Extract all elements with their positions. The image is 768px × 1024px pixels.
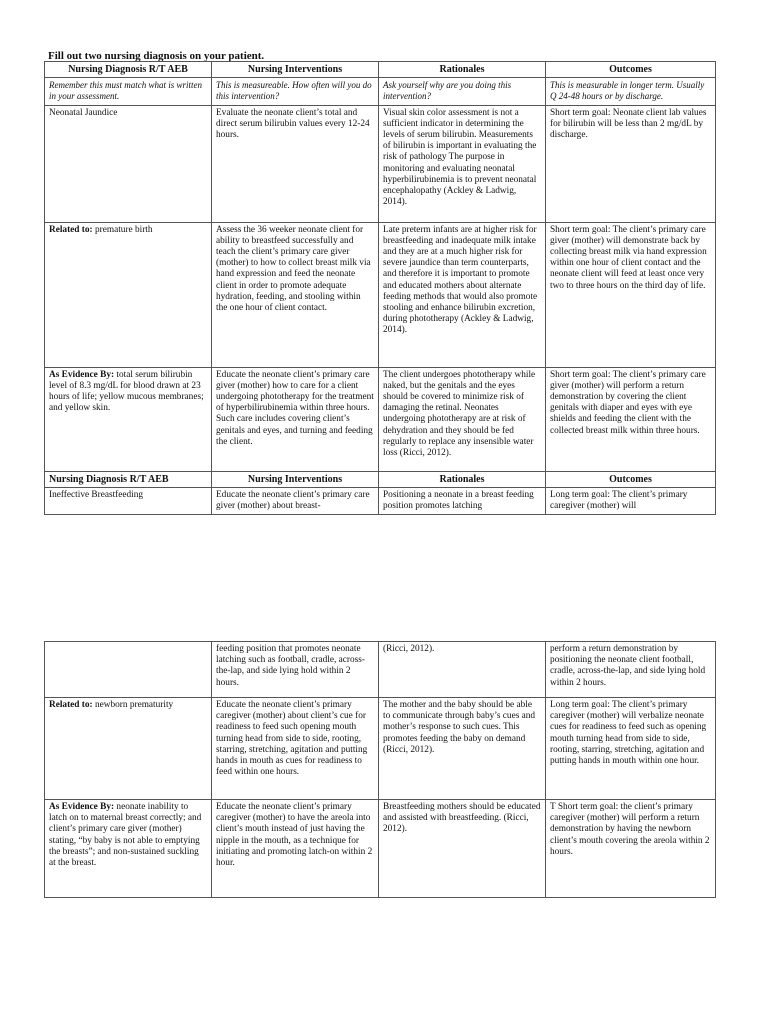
intervention-cell: Educate the neonate client’s primary caregiver (mother) about client’s cue for readiness to feed such opening mouth turning head from side to side, rooting, starring, stretching, agitation and putting hands in mouth as cues for readiness to feed within one hours. [212, 698, 379, 800]
header-rationales: Rationales [379, 62, 546, 78]
related-to-text: newborn prematurity [94, 700, 174, 710]
related-to-label: Related to: [49, 224, 93, 235]
intervention-cell: Educate the neonate client’s primary care giver (mother) how to care for a client undergoing phototherapy for the treatment of hyperbilirubinemia within three hours. Such care includes covering client’s genitals and eyes, and turning and feeding the client. [212, 367, 379, 471]
header-diagnosis: Nursing Diagnosis R/T AEB [45, 62, 212, 78]
header-row [45, 62, 716, 78]
diagnosis-cell: Neonatal Jaundice [45, 105, 212, 222]
table-row [45, 698, 716, 800]
table-row [45, 487, 716, 514]
intervention-cell: Assess the 36 weeker neonate client for ability to breastfeed successfully and teach the client’s primary care giver (mother) to how to collect breast milk via hand expression and feed the neonate client in order to promote adequate hydration, feeding, and stooling within the one hour of client contact. [212, 222, 379, 367]
rationale-cell: (Ricci, 2012). [379, 642, 546, 698]
header-row-2 [45, 471, 716, 487]
intervention-cell: Evaluate the neonate client’s total and direct serum bilirubin values every 12-24 hours. [212, 105, 379, 222]
rationale-cell: Visual skin color assessment is not a sufficient indicator in determining the levels of serum bilirubin. Measurements of bilirubin is important in evaluating the risk of pathology The purpose in monitoring and evaluating neonatal hyperbilirubinemia is to prevent neonatal encephalopathy (Ackley & Ladwig, 2014). [379, 105, 546, 222]
table-row [45, 642, 716, 698]
outcome-cell: Short term goal: The client’s primary care giver (mother) will perform a return demonstration by covering the client genitals with diaper and eyes with eye shields and feeding the client with the collected breast milk within three hours. [546, 367, 716, 471]
intervention-cell: Educate the neonate client’s primary care giver (mother) about breast- [212, 487, 379, 514]
intervention-cell: Educate the neonate client’s primary caregiver (mother) to have the areola into client’s mouth instead of just having the nipple in the mouth, as a technique for initiating and promoting latch-on within 2 hour. [212, 800, 379, 898]
guidance-rationales: Ask yourself why are you doing this intervention? [379, 78, 546, 105]
guidance-row [45, 78, 716, 105]
rationale-cell: Late preterm infants are at higher risk for breastfeeding and inadequate milk intake and they are at a much higher risk for severe jaundice than term counterparts, and therefore it is important to promote and educated mothers about alternate feeding methods that would also promote stooling and enhance bilirubin excretion, during phototherapy (Ackley & Ladwig, 2014). [379, 222, 546, 367]
rationale-cell: The client undergoes phototherapy while naked, but the genitals and the eyes should be covered to minimize risk of damaging the retinal. Neonates undergoing phototherapy are at risk of dehydration and they should be fed regularly to replace any insensible water loss (Ricci, 2012). [379, 367, 546, 471]
related-to-cell [45, 222, 212, 367]
related-to-label: Related to: [49, 700, 93, 710]
outcome-cell: perform a return demonstration by positioning the neonate client football, cradle, across-the-lap, and side lying hold within 2 hours. [546, 642, 716, 698]
table-row [45, 222, 716, 367]
evidence-text: total serum bilirubin level of 8.3 mg/dL for blood drawn at 23 hours of life; yellow mucous membranes; and yellow skin. [49, 369, 204, 414]
header-outcomes: Outcomes [546, 471, 716, 487]
related-to-cell [45, 698, 212, 800]
outcome-cell: T Short term goal: the client’s primary caregiver (mother) will perform a return demonstration by having the newborn client’s mouth covering the areola within 2 hours. [546, 800, 716, 898]
outcome-cell: Long term goal: The client’s primary caregiver (mother) will [546, 487, 716, 514]
rationale-cell: The mother and the baby should be able to communicate through baby’s cues and mother’s response to such cues. This promotes feeding the baby on demand (Ricci, 2012). [379, 698, 546, 800]
evidence-cell [45, 800, 212, 898]
evidence-cell [45, 367, 212, 471]
diagnosis-cell: Ineffective Breastfeeding [45, 487, 212, 514]
evidence-label: As Evidence By: [49, 369, 115, 380]
related-to-text: premature birth [94, 224, 153, 235]
header-interventions: Nursing Interventions [212, 62, 379, 78]
outcome-cell: Short term goal: The client’s primary care giver (mother) will demonstrate back by collecting breast milk via hand expression within one hour of client contact and the neonate client will feed at least once very two to three hours on the third day of life. [546, 222, 716, 367]
intervention-cell: feeding position that promotes neonate latching such as football, cradle, across-the-lap, and side lying hold within 2 hours. [212, 642, 379, 698]
header-rationales: Rationales [379, 471, 546, 487]
evidence-text: neonate inability to latch on to maternal breast correctly; and client’s primary care giver (mother) stating, “by baby is not able to emptying the breasts”; and non-sustained suckling at the breast. [49, 802, 202, 869]
table-row [45, 800, 716, 898]
guidance-interventions: This is measureable. How often will you do this intervention? [212, 78, 379, 105]
table-row [45, 105, 716, 222]
page-title: Fill out two nursing diagnosis on your patient. [48, 50, 265, 62]
care-plan-table-page-2 [44, 641, 716, 898]
outcome-cell: Long term goal: The client’s primary caregiver (mother) will verbalize neonate cues for readiness to feed such as opening mouth turning head from side to side, rooting, starring, stretching, agitation and putting hands in mouth within one hour. [546, 698, 716, 800]
evidence-label: As Evidence By: [49, 802, 115, 812]
header-outcomes: Outcomes [546, 62, 716, 78]
header-interventions: Nursing Interventions [212, 471, 379, 487]
outcome-cell: Short term goal: Neonate client lab values for bilirubin will be less than 2 mg/dL by discharge. [546, 105, 716, 222]
table-row [45, 367, 716, 471]
rationale-cell: Breastfeeding mothers should be educated and assisted with breastfeeding. (Ricci, 2012). [379, 800, 546, 898]
guidance-diagnosis: Remember this must match what is written in your assessment. [45, 78, 212, 105]
care-plan-table-page-1 [44, 61, 716, 515]
header-diagnosis: Nursing Diagnosis R/T AEB [45, 471, 212, 487]
rationale-cell: Positioning a neonate in a breast feeding position promotes latching [379, 487, 546, 514]
guidance-outcomes: This is measurable in longer term. Usually Q 24-48 hours or by discharge. [546, 78, 716, 105]
diagnosis-cell [45, 642, 212, 698]
